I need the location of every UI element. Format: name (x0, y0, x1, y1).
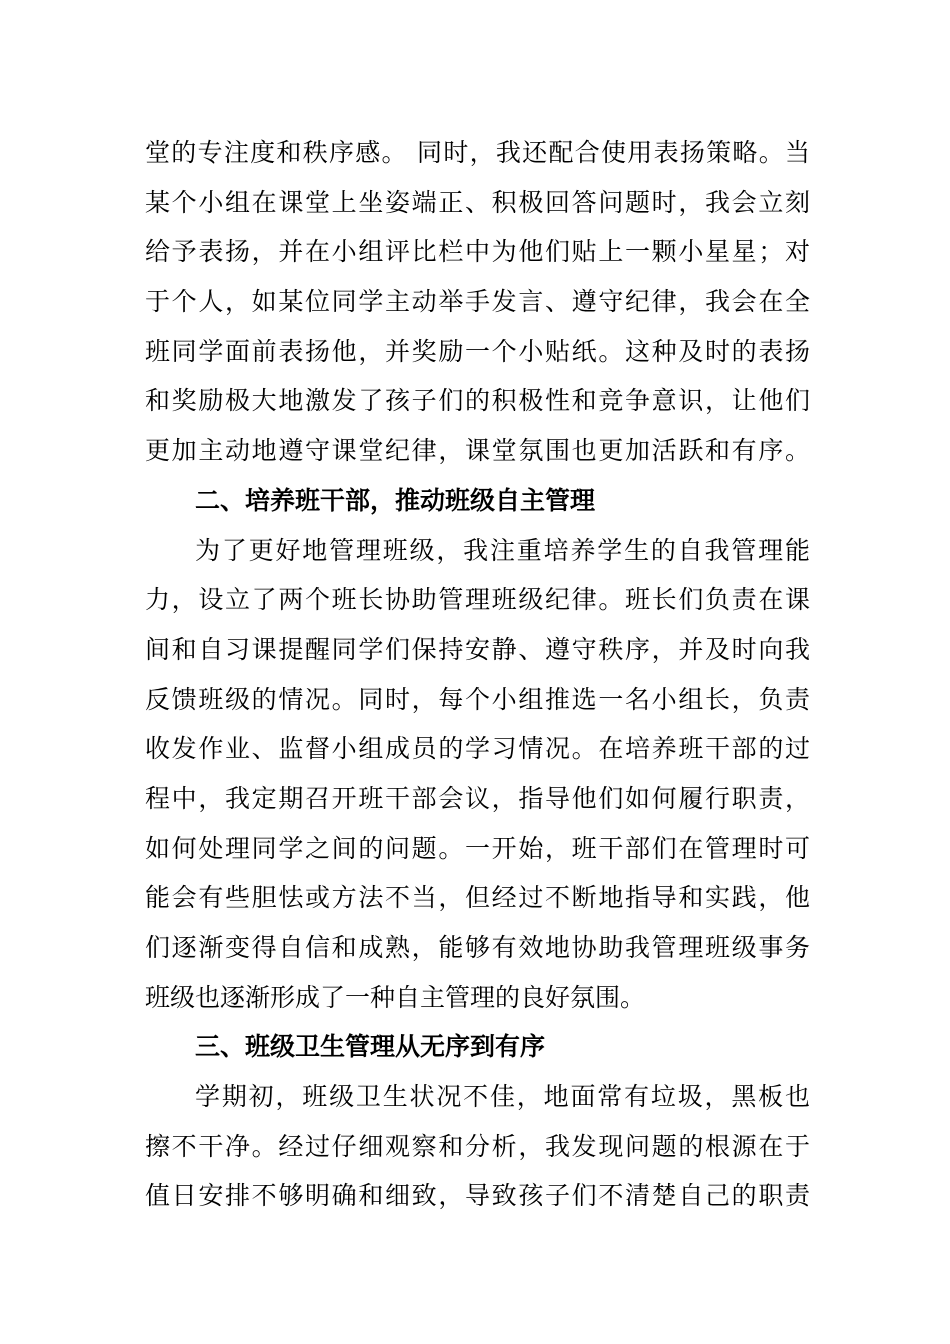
body-text-line: 为了更好地管理班级，我注重培养学生的自我管理能 (195, 535, 810, 565)
body-text-line: 班同学面前表扬他，并奖励一个小贴纸。这种及时的表扬 (145, 336, 810, 366)
body-text-line: 们逐渐变得自信和成熟，能够有效地协助我管理班级事务 (145, 933, 810, 962)
body-text-line: 反馈班级的情况。同时，每个小组推选一名小组长，负责 (145, 684, 810, 714)
body-text-line: 间和自习课提醒同学们保持安静、遵守秩序，并及时向我 (145, 634, 810, 664)
body-text-line: 力，设立了两个班长协助管理班级纪律。班长们负责在课 (145, 585, 810, 615)
body-text-line: 和奖励极大地激发了孩子们的积极性和竞争意识，让他们 (145, 386, 810, 416)
body-text-line: 如何处理同学之间的问题。一开始，班干部们在管理时可 (145, 833, 810, 863)
body-text-line: 能会有些胆怯或方法不当，但经过不断地指导和实践，他 (145, 883, 810, 913)
body-text-line: 学期初，班级卫生状况不佳，地面常有垃圾，黑板也 (195, 1082, 810, 1112)
body-text-line: 程中，我定期召开班干部会议，指导他们如何履行职责， (145, 783, 810, 813)
body-text-line: 某个小组在课堂上坐姿端正、积极回答问题时，我会立刻 (145, 187, 810, 217)
body-text-line: 堂的专注度和秩序感。 同时，我还配合使用表扬策略。当 (145, 138, 810, 167)
body-text-line: 值日安排不够明确和细致，导致孩子们不清楚自己的职责 (145, 1181, 810, 1211)
body-text-line: 擦不干净。经过仔细观察和分析，我发现问题的根源在于 (145, 1131, 810, 1161)
body-text-line: 给予表扬，并在小组评比栏中为他们贴上一颗小星星；对 (145, 237, 810, 267)
body-text-line: 班级也逐渐形成了一种自主管理的良好氛围。 (145, 982, 646, 1012)
body-text-line: 更加主动地遵守课堂纪律，课堂氛围也更加活跃和有序。 (145, 436, 810, 466)
body-text-line: 收发作业、监督小组成员的学习情况。在培养班干部的过 (145, 734, 810, 764)
section-heading-3: 三、班级卫生管理从无序到有序 (195, 1032, 546, 1062)
document-body (145, 128, 810, 1221)
section-heading-2: 二、培养班干部，推动班级自主管理 (195, 485, 596, 515)
body-text-line: 于个人，如某位同学主动举手发言、遵守纪律，我会在全 (145, 287, 810, 317)
